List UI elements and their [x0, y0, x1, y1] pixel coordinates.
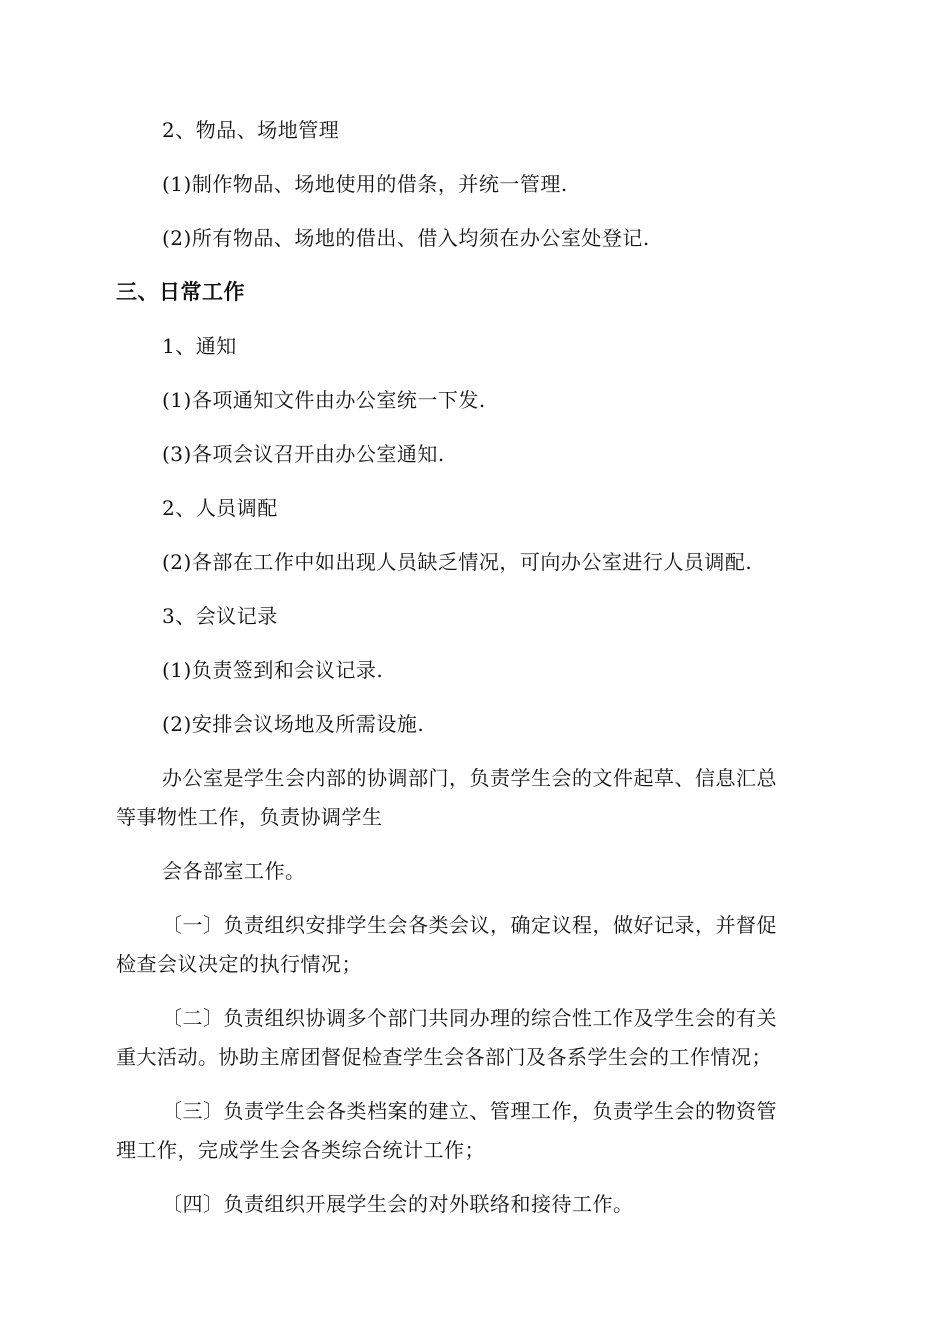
paragraph-line: 〔一〕负责组织安排学生会各类会议，确定议程，做好记录，并督促 [162, 913, 777, 937]
paragraph-line: 检查会议决定的执行情况； [116, 952, 362, 976]
subheading-staffing: 2、人员调配 [162, 496, 278, 520]
paragraph-line: (2)所有物品、场地的借出、借入均须在办公室处登记. [162, 226, 650, 250]
paragraph-line: (1)制作物品、场地使用的借条，并统一管理. [162, 172, 568, 196]
paragraph-line: 〔四〕负责组织开展学生会的对外联络和接待工作。 [162, 1192, 634, 1216]
paragraph-line: 会各部室工作。 [162, 859, 306, 883]
paragraph-line: (1)各项通知文件由办公室统一下发. [162, 388, 486, 412]
paragraph-line: 重大活动。协助主席团督促检查学生会各部门及各系学生会的工作情况； [116, 1045, 772, 1069]
paragraph-line: 办公室是学生会内部的协调部门，负责学生会的文件起草、信息汇总 [162, 766, 777, 790]
subheading-items-venue: 2、物品、场地管理 [162, 118, 340, 142]
paragraph-line: 〔二〕负责组织协调多个部门共同办理的综合性工作及学生会的有关 [162, 1006, 777, 1030]
subheading-notice: 1、通知 [162, 334, 237, 358]
paragraph-line: 等事物性工作，负责协调学生 [116, 805, 383, 829]
paragraph-line: (2)安排会议场地及所需设施. [162, 712, 425, 736]
section-heading-daily-work: 三、日常工作 [116, 280, 245, 304]
paragraph-line: (1)负责签到和会议记录. [162, 658, 384, 682]
paragraph-line: 〔三〕负责学生会各类档案的建立、管理工作，负责学生会的物资管 [162, 1099, 777, 1123]
paragraph-line: (3)各项会议召开由办公室通知. [162, 442, 445, 466]
paragraph-line: 理工作，完成学生会各类综合统计工作； [116, 1138, 485, 1162]
paragraph-line: (2)各部在工作中如出现人员缺乏情况，可向办公室进行人员调配. [162, 550, 753, 574]
subheading-meeting-records: 3、会议记录 [162, 604, 278, 628]
